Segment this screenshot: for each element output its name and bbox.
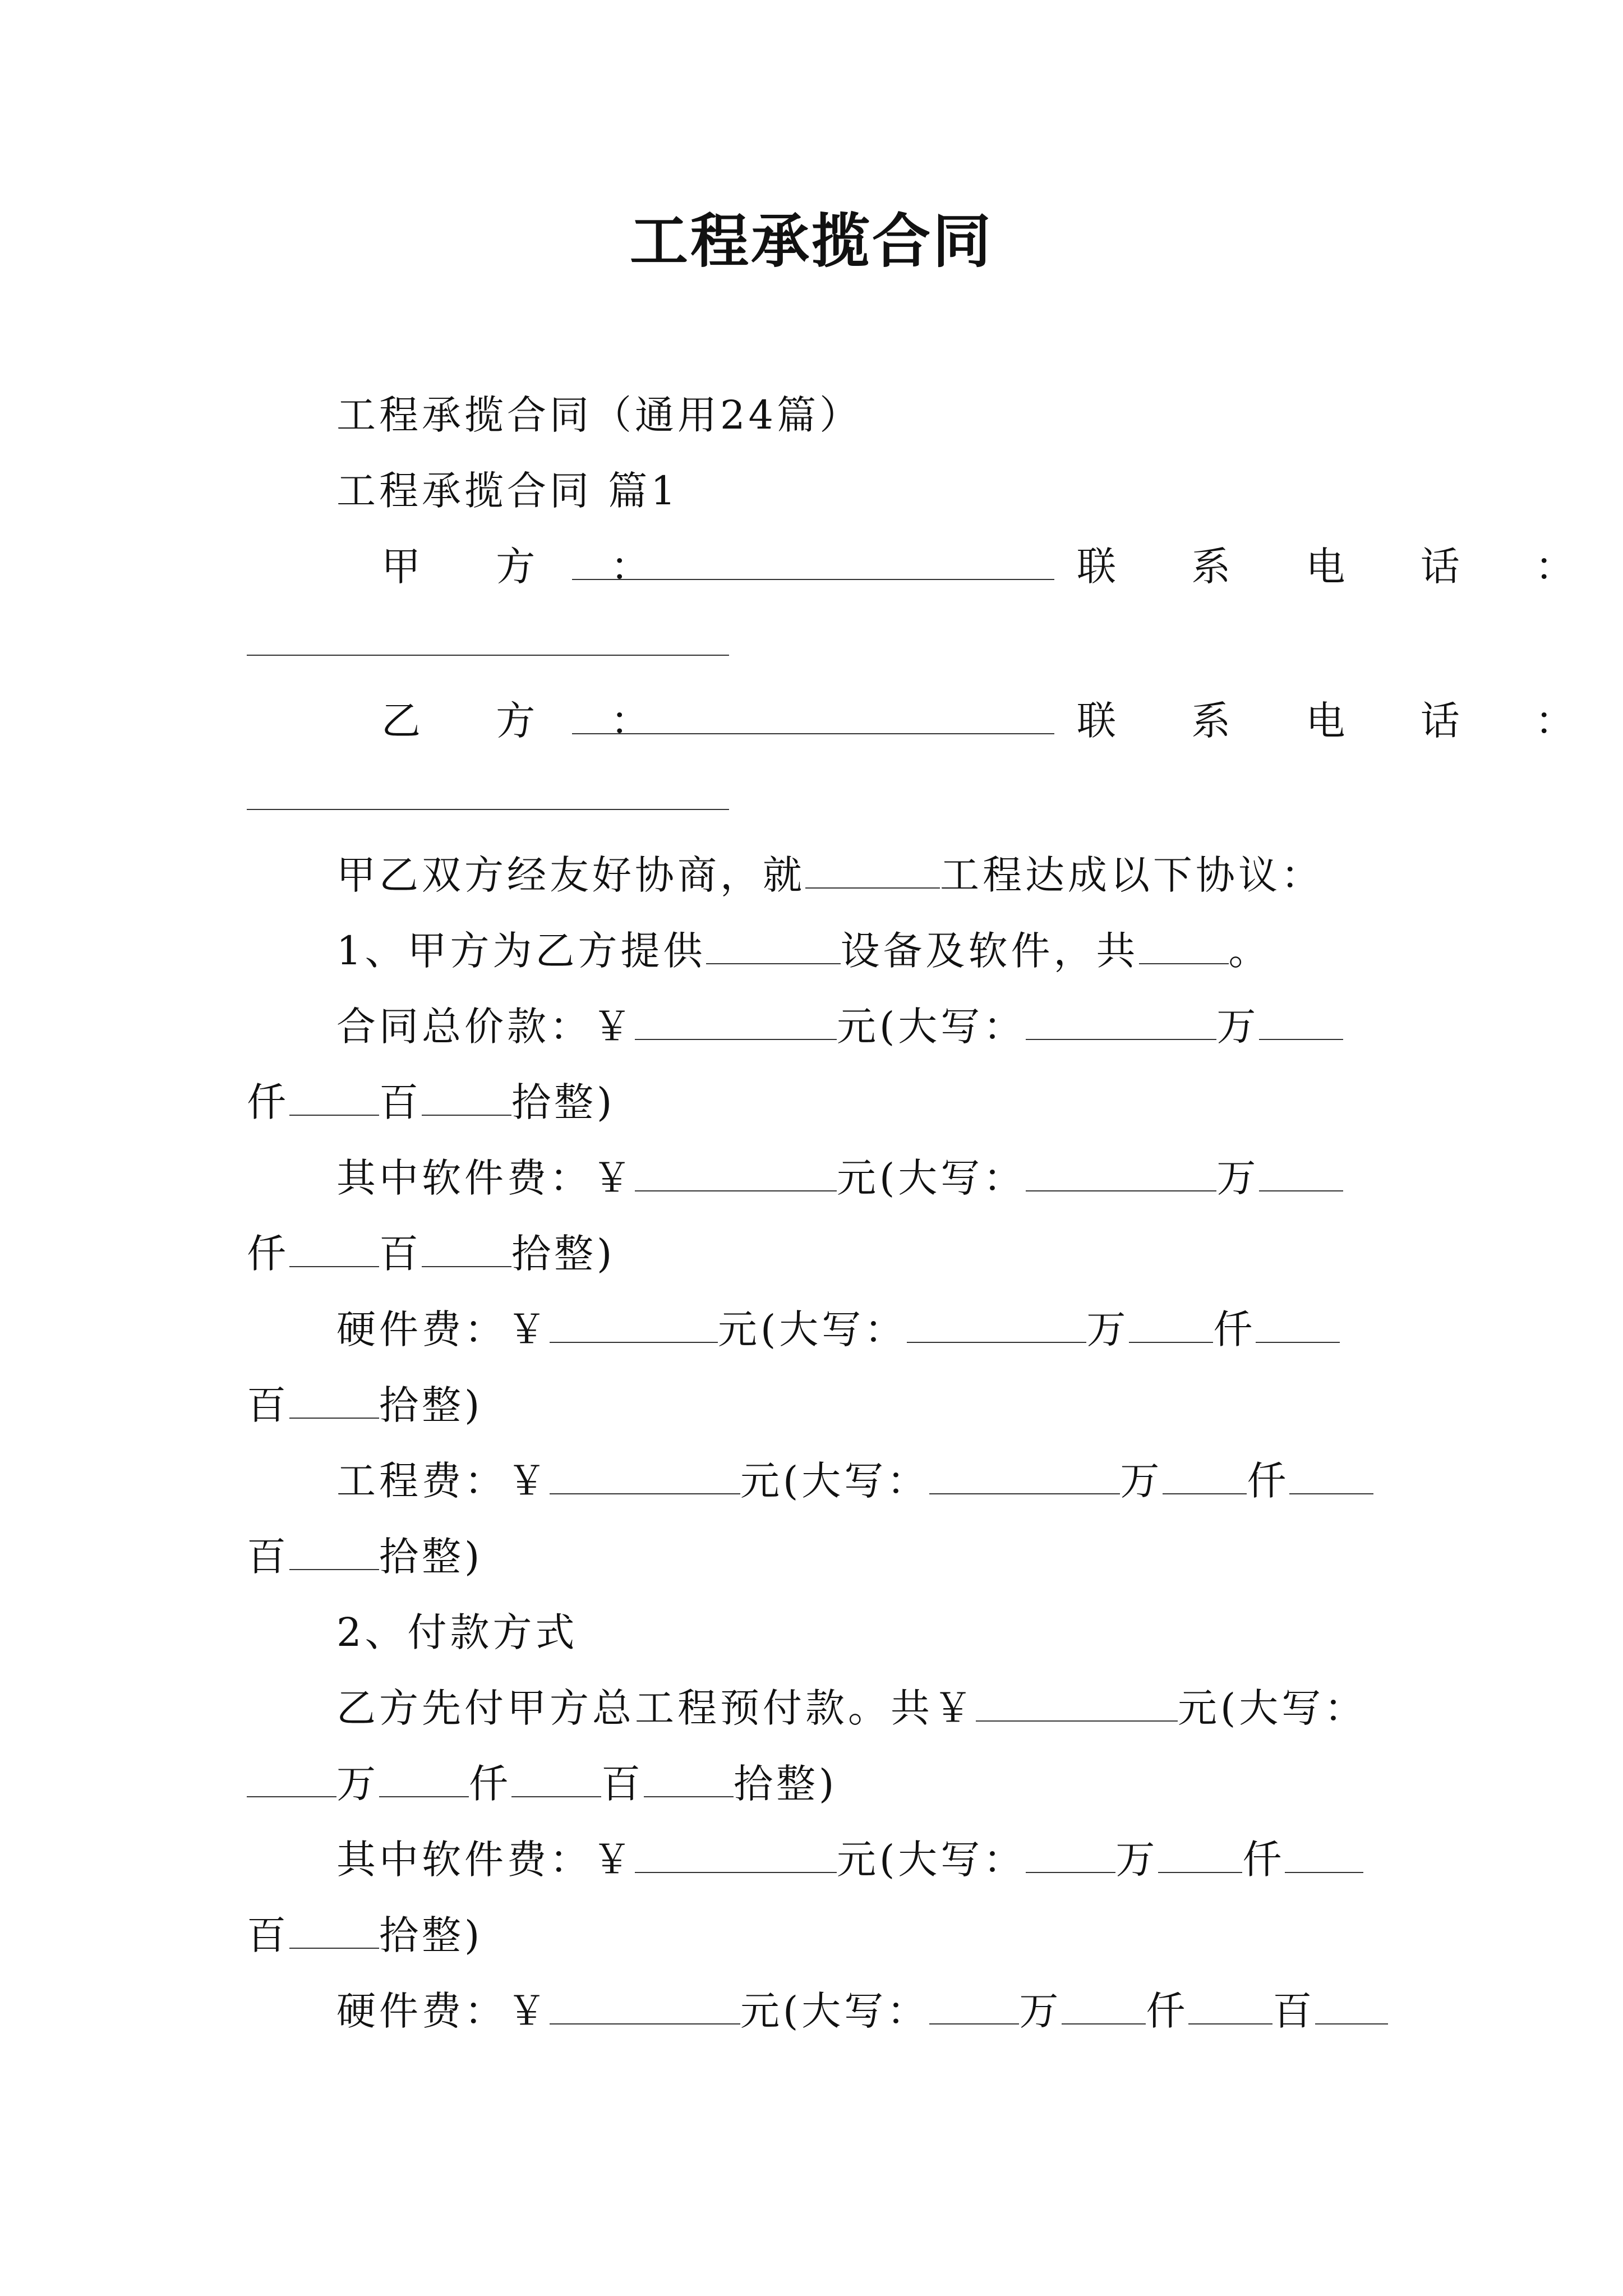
hardware-label: 硬件费：￥ (336, 1988, 550, 2034)
qian-unit: 仟 (1242, 1837, 1285, 1883)
shizheng-unit: 拾整) (379, 1534, 483, 1580)
wan-unit: 万 (1216, 1155, 1260, 1201)
total-price-line-2 (247, 1074, 615, 1130)
hardware-wan-field[interactable] (907, 1307, 1086, 1343)
prepay-qian-field[interactable] (379, 1761, 469, 1797)
party-b-label: 乙 方 ： (381, 698, 681, 744)
wan-unit: 万 (1086, 1306, 1129, 1352)
wan-unit: 万 (1115, 1837, 1159, 1883)
yuan-daxie: 元(大写： (837, 1837, 1026, 1883)
party-b-contact-label: 联 系 电 话 ： (1077, 698, 1606, 744)
bai-unit: 百 (379, 1231, 422, 1277)
shizheng-unit: 拾整) (734, 1761, 838, 1807)
software-amount-field[interactable] (635, 1156, 837, 1191)
wan-unit: 万 (1019, 1988, 1062, 2034)
hardware-shi-field[interactable] (289, 1383, 379, 1419)
party-b-contact-field[interactable] (247, 769, 729, 825)
hardware-qian-field[interactable] (1129, 1307, 1213, 1343)
qian-unit: 仟 (1146, 1988, 1189, 2034)
wan-unit: 万 (1120, 1458, 1163, 1504)
document-subtitle: 工程承揽合同（通用24篇） (336, 392, 863, 438)
bai-unit: 百 (379, 1079, 422, 1125)
bai-unit: 百 (247, 1382, 289, 1428)
engineering-wan-field[interactable] (929, 1458, 1120, 1494)
shizheng-unit: 拾整) (511, 1079, 616, 1125)
item1-mid: 设备及软件，共 (840, 928, 1139, 974)
hardware-amount-field[interactable] (550, 1307, 718, 1343)
quantity-field[interactable] (1139, 928, 1229, 964)
intro-paragraph (336, 847, 1324, 903)
engineering-shi-field[interactable] (289, 1534, 379, 1570)
prepay-software-shi-field[interactable] (289, 1913, 379, 1949)
prepay-bai-field[interactable] (511, 1761, 601, 1797)
engineering-label: 工程费：￥ (336, 1458, 550, 1504)
software-fee-line (336, 1150, 1343, 1206)
prepay-hardware-amount-field[interactable] (550, 1989, 740, 2024)
hardware-label: 硬件费：￥ (336, 1306, 550, 1352)
prepay-amount-field[interactable] (976, 1686, 1178, 1722)
total-shi-field[interactable] (422, 1080, 511, 1116)
software-bai-field[interactable] (289, 1231, 379, 1267)
software-label: 其中软件费：￥ (336, 1837, 635, 1883)
prepay-line-2 (247, 1756, 837, 1812)
yuan-daxie: 元(大写： (718, 1306, 907, 1352)
prepay-hardware-line (336, 1983, 1388, 2039)
section-heading: 工程承揽合同 篇1 (336, 468, 679, 514)
shizheng-unit: 拾整) (379, 1382, 483, 1428)
bai-unit: 百 (247, 1912, 289, 1958)
engineering-fee-line-2 (247, 1529, 483, 1585)
hardware-fee-line (336, 1301, 1340, 1358)
yuan-daxie: 元(大写： (1178, 1685, 1367, 1731)
item1-suffix: 。 (1228, 928, 1271, 974)
engineering-fee-line (336, 1453, 1373, 1509)
wan-unit: 万 (1216, 1004, 1260, 1050)
intro-prefix: 甲乙双方经友好协商，就 (336, 852, 805, 898)
bai-unit: 百 (1272, 1988, 1316, 2034)
prepay-line (336, 1680, 1367, 1736)
item-2: 2、付款方式 (336, 1609, 578, 1655)
party-a-contact-field[interactable] (247, 614, 729, 670)
yuan-daxie: 元(大写： (837, 1004, 1026, 1050)
total-amount-field[interactable] (635, 1004, 837, 1040)
prepay-hardware-qian-field[interactable] (1062, 1989, 1146, 2024)
yuan-daxie: 元(大写： (837, 1155, 1026, 1201)
qian-unit: 仟 (247, 1231, 289, 1277)
party-b-field[interactable] (572, 693, 1054, 749)
prepay-software-bai-field[interactable] (1285, 1837, 1363, 1873)
total-label: 合同总价款：￥ (336, 1004, 635, 1050)
qian-unit: 仟 (1247, 1458, 1290, 1504)
qian-unit: 仟 (1213, 1306, 1256, 1352)
prepay-hardware-wan-field[interactable] (929, 1989, 1019, 2024)
project-name-field[interactable] (805, 853, 940, 889)
document-title: 工程承揽合同 (629, 206, 993, 275)
prepay-software-line-2 (247, 1907, 483, 1963)
intro-suffix: 工程达成以下协议： (940, 852, 1324, 898)
party-a-contact-label: 联 系 电 话 ： (1077, 544, 1606, 590)
total-wan-field[interactable] (1026, 1004, 1216, 1040)
shizheng-unit: 拾整) (511, 1231, 616, 1277)
item-1 (336, 923, 1271, 979)
prepay-hardware-bai-field[interactable] (1188, 1989, 1272, 2024)
party-a-field[interactable] (572, 539, 1054, 595)
engineering-qian-field[interactable] (1163, 1458, 1247, 1494)
software-wan-field[interactable] (1026, 1156, 1216, 1191)
software-qian-field[interactable] (1259, 1156, 1343, 1191)
bai-unit: 百 (247, 1534, 289, 1580)
prepay-software-qian-field[interactable] (1158, 1837, 1242, 1873)
shizheng-unit: 拾整) (379, 1912, 483, 1958)
prepay-wan-field[interactable] (247, 1761, 336, 1797)
total-bai-field[interactable] (289, 1080, 379, 1116)
qian-unit: 仟 (247, 1079, 289, 1125)
qian-unit: 仟 (469, 1761, 511, 1807)
prepay-hardware-shi-field[interactable] (1315, 1989, 1388, 2024)
wan-unit: 万 (336, 1761, 379, 1807)
hardware-fee-line-2 (247, 1377, 483, 1433)
prepay-shi-field[interactable] (644, 1761, 734, 1797)
party-a-label: 甲 方 ： (381, 544, 681, 590)
engineering-bai-field[interactable] (1289, 1458, 1373, 1494)
hardware-bai-field[interactable] (1256, 1307, 1340, 1343)
software-shi-field[interactable] (422, 1231, 511, 1267)
prepay-label: 乙方先付甲方总工程预付款。共￥ (336, 1685, 976, 1731)
bai-unit: 百 (601, 1761, 644, 1807)
prepay-software-amount-field[interactable] (635, 1837, 837, 1873)
equipment-field[interactable] (706, 928, 841, 964)
engineering-amount-field[interactable] (550, 1458, 740, 1494)
item1-prefix: 1、甲方为乙方提供 (336, 928, 706, 974)
total-qian-field[interactable] (1259, 1004, 1343, 1040)
software-fee-line-2 (247, 1226, 615, 1282)
prepay-software-line (336, 1832, 1363, 1888)
yuan-daxie: 元(大写： (740, 1988, 930, 2034)
total-price-line (336, 999, 1343, 1055)
software-label: 其中软件费：￥ (336, 1155, 635, 1201)
prepay-software-wan-field[interactable] (1026, 1837, 1115, 1873)
yuan-daxie: 元(大写： (740, 1458, 930, 1504)
